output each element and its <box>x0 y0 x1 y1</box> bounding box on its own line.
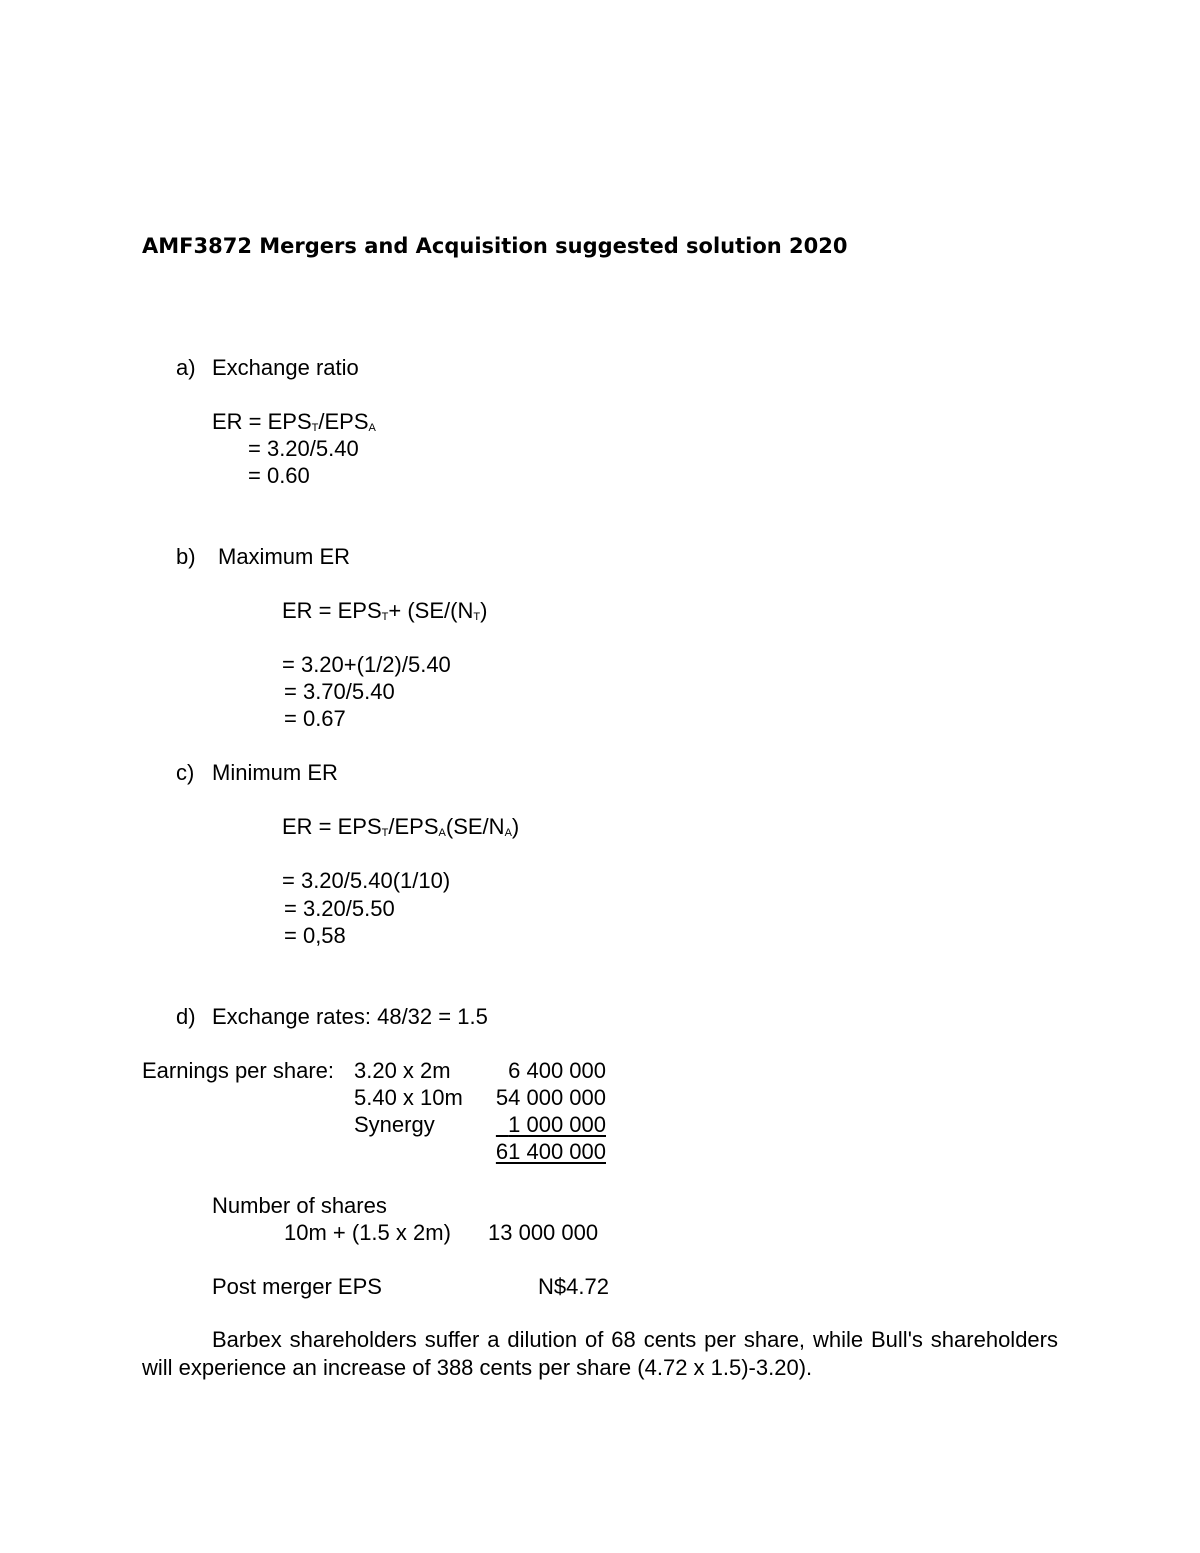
eps-label: Earnings per share: <box>142 1058 334 1083</box>
part-a-step-2: = 0.60 <box>248 463 310 488</box>
eps-total: 61 400 000 <box>495 1139 606 1164</box>
eps-row-3-value: 1 000 000 <box>508 1112 606 1137</box>
part-d-heading: Exchange rates: 48/32 = 1.5 <box>212 1004 488 1029</box>
part-a-step-1: = 3.20/5.40 <box>248 436 359 461</box>
part-b-formula: ER = $EPS_T+ (SE/(N_T)$ <box>282 598 488 623</box>
shares-value: 13 000 000 <box>488 1220 599 1245</box>
part-b-step-1: = 3.20+(1/2)/5.40 <box>282 652 451 677</box>
part-d-marker: d) <box>176 1004 196 1029</box>
page-title: AMF3872 Mergers and Acquisition suggested solution 2020 <box>142 234 848 258</box>
part-b-marker: b) <box>176 544 196 569</box>
eps-row-2-value: 54 000 000 <box>495 1085 606 1110</box>
part-c-formula: ER = $EPS_T/EPS_A(SE/N_A)$ <box>282 814 520 839</box>
eps-row-3-label: Synergy <box>354 1112 435 1137</box>
conclusion-paragraph: Barbex shareholders suffer a dilution of 68 cents per share, while Bull's shareholders will experience an increase of 388 cents per share (4.72 x 1.5)-3.20). <box>142 1327 1058 1380</box>
part-c-step-1: = 3.20/5.40(1/10) <box>282 868 451 893</box>
part-a-heading: Exchange ratio <box>212 355 359 380</box>
shares-label: Number of shares <box>212 1193 387 1218</box>
post-merger-eps-label: Post merger EPS <box>212 1274 382 1299</box>
part-c-heading: Minimum ER <box>212 760 338 785</box>
post-merger-eps-value: N$4.72 <box>538 1274 609 1299</box>
eps-row-2-label: 5.40 x 10m <box>354 1085 463 1110</box>
part-c-step-3: = 0,58 <box>284 923 346 948</box>
part-a-formula: ER = $EPS_T/EPS_A$ <box>212 409 376 434</box>
eps-row-1-label: 3.20 x 2m <box>354 1058 451 1083</box>
part-b-step-3: = 0.67 <box>284 706 346 731</box>
part-c-marker: c) <box>176 760 195 785</box>
part-b-heading: Maximum ER <box>218 544 351 569</box>
part-c-step-2: = 3.20/5.50 <box>284 896 395 921</box>
part-a-marker: a) <box>176 355 196 380</box>
shares-calc: 10m + (1.5 x 2m) <box>284 1220 451 1245</box>
eps-row-1-value: 6 400 000 <box>508 1058 606 1083</box>
part-b-step-2: = 3.70/5.40 <box>284 679 395 704</box>
